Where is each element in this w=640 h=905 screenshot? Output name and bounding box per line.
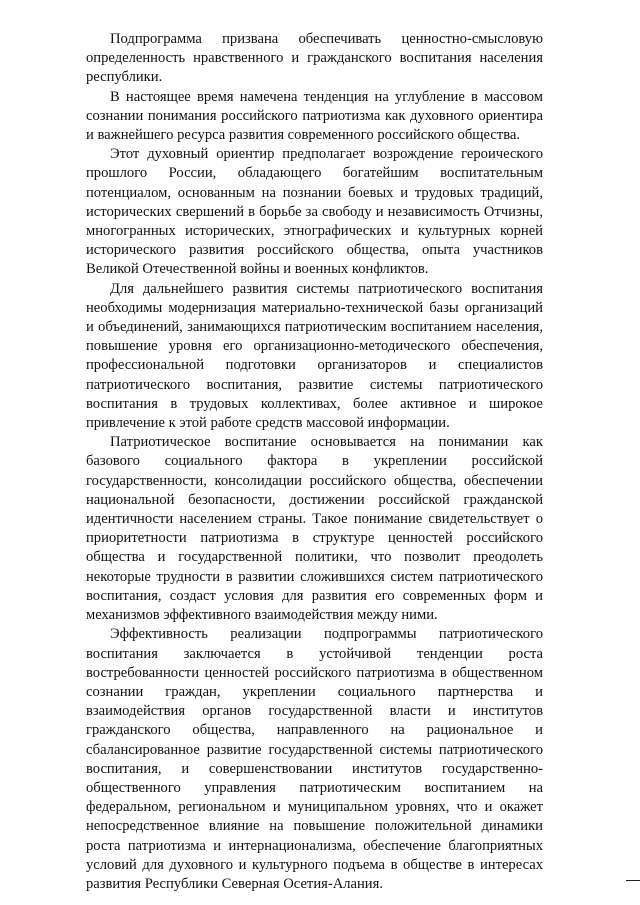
paragraph-1: Подпрограмма призвана обеспечивать ценностно-смысловую определенность нравственного и гражданского воспитания населения республики. bbox=[86, 31, 543, 86]
paragraph-2: В настоящее время намечена тенденция на углубление в массовом сознании понимания российского патриотизма как духовного ориентира и важнейшего ресурса развития современного российского общества. bbox=[86, 88, 543, 144]
paragraph-4: Для дальнейшего развития системы патриотического воспитания необходимы модернизация материально-технической базы организаций и объединений, занимающихся патриотическим воспитанием населения, повышение уровня его организационно-методического обеспечения, профессиональной подготовки организаторов и специалистов патриотического воспитания, развитие системы патриотического воспитания в трудовых коллективах, более активное и широкое привлечение к этой работе средств массовой информации. bbox=[86, 280, 543, 432]
document-body bbox=[86, 30, 543, 894]
paragraph-6: Эффективность реализации подпрограммы патриотического воспитания заключается в устойчивой тенденции роста востребованности ценностей российского патриотизма в общественном сознании граждан, укреплении социального партнерства и взаимодействия органов государственной власти и институтов гражданского общества, направленного на рациональное и сбалансированное развитие государственной системы патриотического воспитания, и совершенствовании институтов государственно-общественного управления патриотическим воспитанием на федеральном, региональном и муниципальном уровнях, что и окажет непосредственное влияние на повышение положительной динамики роста патриотизма и интернационализма, обеспечение благоприятных условий для духовного и культурного подъема в обществе в интересах развития Республики Северная Осетия-Алания. bbox=[86, 626, 543, 892]
page-edge-mark bbox=[626, 880, 640, 881]
paragraph-3: Этот духовный ориентир предполагает возрождение героического прошлого России, обладающего богатейшим воспитательным потенциалом, основанным на познании боевых и трудовых традиций, исторических свершений в борьбе за свободу и независимость Отчизны, многогранных исторических, этнографических и культурных корней исторического развития российского общества, опыта участников Великой Отечественной войны и военных конфликтов. bbox=[86, 146, 543, 278]
paragraph-5: Патриотическое воспитание основывается на понимании как базового социального фактора в укреплении российской государственности, консолидации российского общества, обеспечении национальной безопасности, достижении российской гражданской идентичности населением страны. Такое понимание свидетельствует о приоритетности патриотизма в структуре ценностей российского общества и государственной политики, что позволит преодолеть некоторые трудности в развитии сложившихся систем патриотического воспитания, создаст условия для развития его современных форм и механизмов эффективного взаимодействия между ними. bbox=[86, 434, 543, 624]
